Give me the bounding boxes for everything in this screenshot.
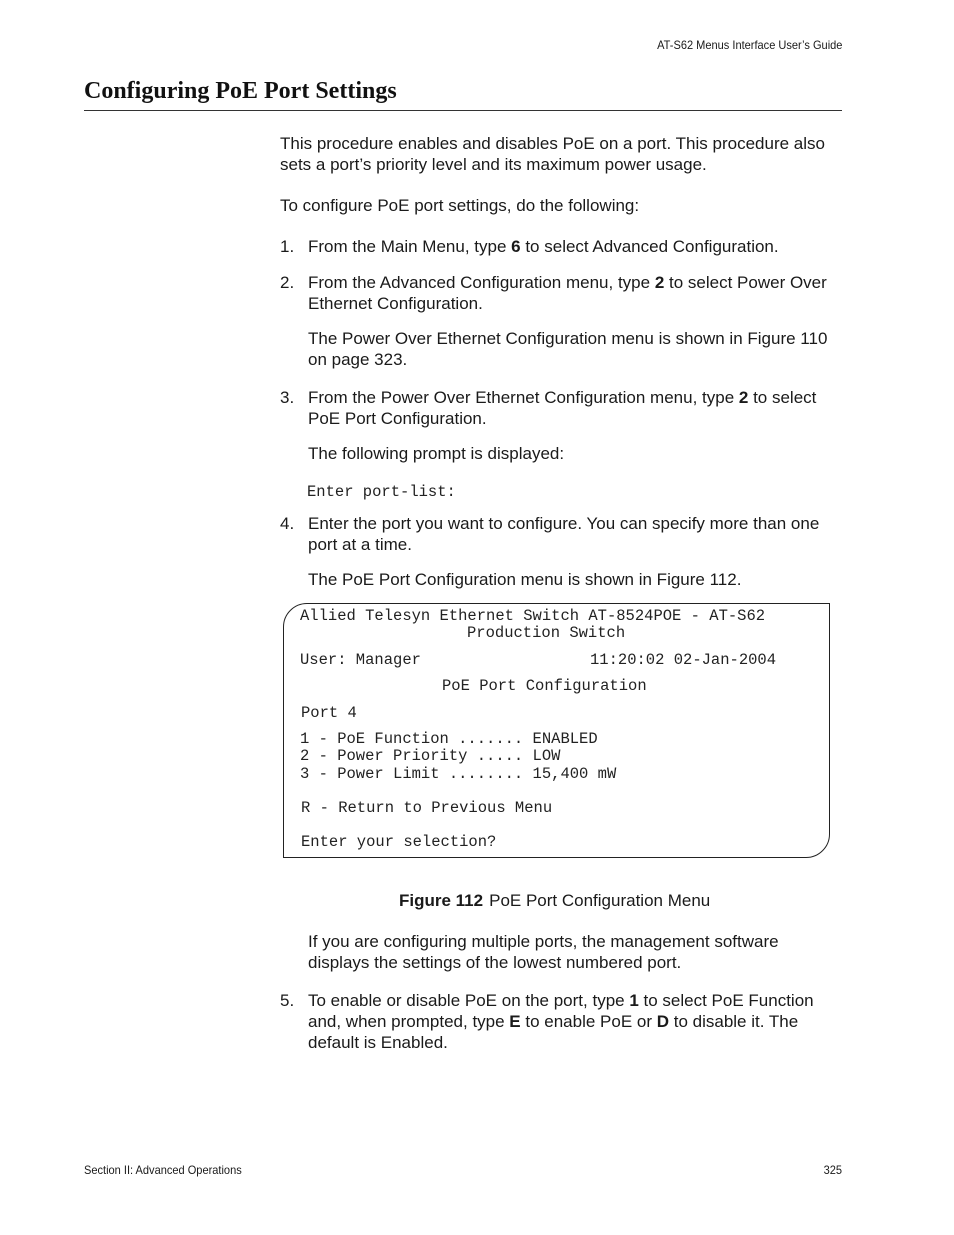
running-header: AT-S62 Menus Interface User’s Guide	[656, 38, 842, 52]
screen-datetime: 11:20:02 02-Jan-2004	[590, 651, 777, 669]
step-number: 5.	[280, 991, 295, 1010]
step-3-text: From the Power Over Ethernet Configuration menu, type 2 to select PoE Port Configuration.	[308, 388, 817, 428]
screen-selection-prompt: Enter your selection?	[301, 833, 497, 851]
step-5-key: 1	[629, 991, 639, 1010]
step-3-note: The following prompt is displayed:	[308, 444, 565, 463]
port-list-prompt: Enter port-list:	[307, 483, 456, 501]
screen-user: User: Manager	[300, 651, 421, 669]
screen-port: Port 4	[301, 704, 357, 722]
step-5-key-enable: E	[509, 1012, 521, 1031]
screen-option-power-priority: 2 - Power Priority ..... LOW	[300, 747, 561, 765]
multi-port-note: If you are configuring multiple ports, the management software displays the settings of the lowest numbered port.	[308, 932, 779, 972]
intro-paragraph: This procedure enables and disables PoE on a port. This procedure also sets a port’s priority level and its maximum power usage.	[280, 134, 825, 174]
step-2-note: The Power Over Ethernet Configuration menu is shown in Figure 110 on page 323.	[308, 329, 828, 369]
step-2-text: From the Advanced Configuration menu, type 2 to select Power Over Ethernet Configuration.	[308, 273, 827, 313]
intro-lead: To configure PoE port settings, do the following:	[280, 196, 640, 215]
step-1-key: 6	[511, 237, 521, 256]
terminal-screen-figure	[283, 603, 830, 858]
title-rule	[84, 110, 842, 111]
screen-option-poe-function: 1 - PoE Function ....... ENABLED	[300, 730, 598, 748]
step-4-note: The PoE Port Configuration menu is shown in Figure 112.	[308, 570, 742, 589]
step-5-key-disable: D	[656, 1012, 670, 1031]
figure-label: Figure 112	[399, 891, 484, 910]
step-2-key: 2	[654, 273, 665, 292]
screen-header-line1: Allied Telesyn Ethernet Switch AT-8524POE - AT-S62	[300, 607, 766, 625]
step-number: 1.	[280, 237, 295, 256]
screen-return-option: R - Return to Previous Menu	[301, 799, 553, 817]
step-number: 4.	[280, 514, 295, 533]
figure-caption	[399, 890, 710, 911]
step-number: 2.	[280, 273, 295, 292]
step-3-key: 2	[738, 388, 749, 407]
screen-menu-title: PoE Port Configuration	[442, 677, 647, 695]
screen-header-line2: Production Switch	[467, 624, 626, 642]
screen-option-power-limit: 3 - Power Limit ........ 15,400 mW	[300, 765, 617, 783]
figure-caption-text: PoE Port Configuration Menu	[489, 891, 711, 910]
footer-section: Section II: Advanced Operations	[84, 1163, 242, 1177]
page-number: 325	[823, 1163, 842, 1177]
section-title: Configuring PoE Port Settings	[84, 78, 397, 104]
step-5-text: To enable or disable PoE on the port, type 1 to select PoE Function and, when prompted, type E to enable PoE or D to disable it. The default is Enabled.	[308, 991, 814, 1052]
step-4-text: Enter the port you want to configure. You can specify more than one port at a time.	[308, 514, 820, 554]
step-number: 3.	[280, 388, 295, 407]
step-1-text: From the Main Menu, type 6 to select Advanced Configuration.	[308, 237, 779, 256]
